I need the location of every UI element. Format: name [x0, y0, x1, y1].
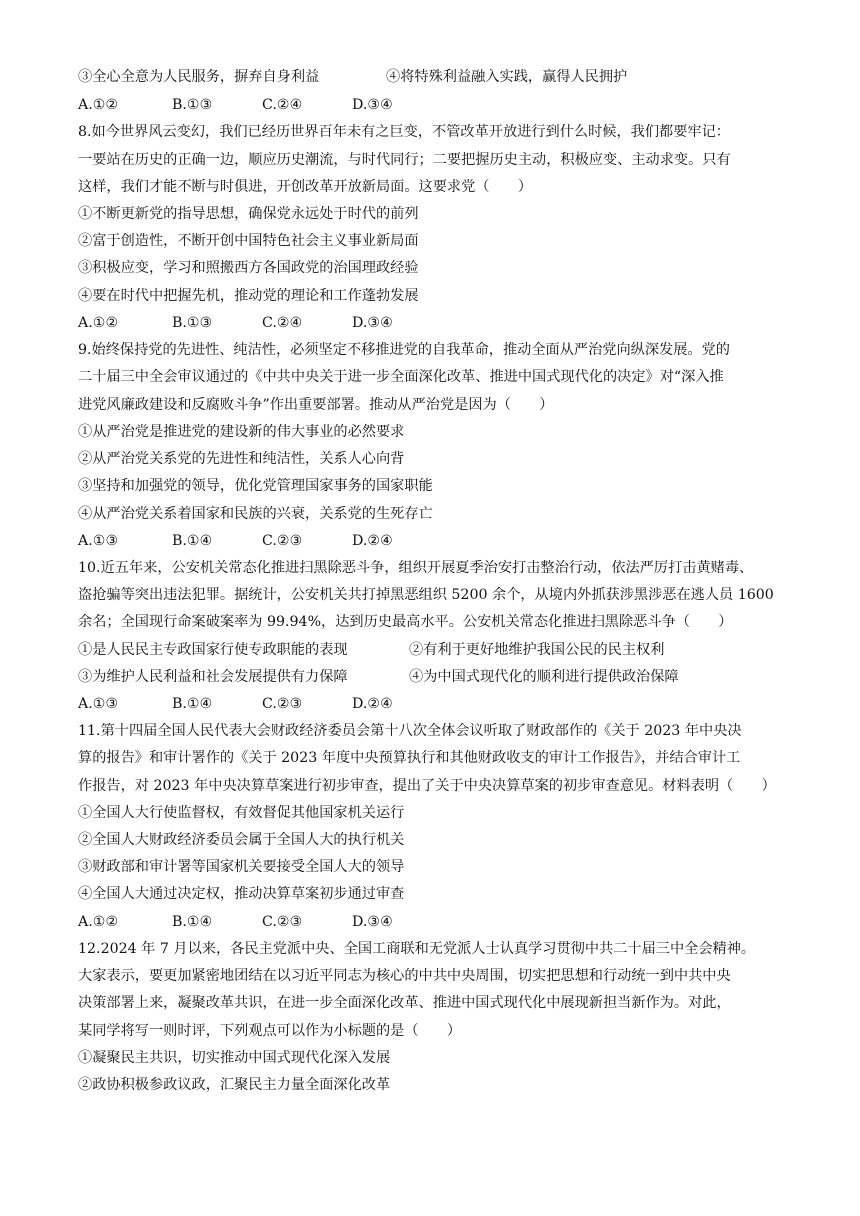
q8-item-1: ①不断更新党的指导思想，确保党永远处于时代的前列 — [78, 206, 419, 222]
q10-items-row-1 — [78, 640, 798, 660]
q11-item-2: ②全国人大财政经济委员会属于全国人大的执行机关 — [78, 832, 405, 848]
q10-item-2: ②有利于更好地维护我国公民的民主权利 — [409, 642, 665, 658]
option-a: A.①② — [78, 914, 119, 930]
option-d: D.②④ — [352, 533, 393, 549]
option-d: D.③④ — [352, 315, 393, 331]
q9-stem-line-1: 9.始终保持党的先进性、纯洁性，必须坚定不移推进党的自我革命，推动全面从严治党向纵深发展。党的 — [78, 342, 730, 358]
option-a: A.①② — [78, 97, 119, 113]
q9-item-1: ①从严治党是推进党的建设新的伟大事业的必然要求 — [78, 424, 405, 440]
option-c: C.②③ — [262, 696, 303, 712]
item-3: ③全心全意为人民服务，摒弃自身利益 — [78, 69, 320, 85]
option-d: D.③④ — [352, 97, 393, 113]
q10-stem-line-2: 盗抢骗等突出违法犯罪。据统计，公安机关共打掉黑恶组织 5200 余个，从境内外抓获涉黑涉恶在逃人员 1600 — [78, 587, 774, 603]
answer-options-q7 — [78, 95, 778, 115]
q11-item-4: ④全国人大通过决定权，推动决算草案初步通过审查 — [78, 886, 405, 902]
q10-stem-line-3: 余名；全国现行命案破案率为 99.94%，达到历史最高水平。公安机关常态化推进扫黑除恶斗争（ ） — [78, 614, 733, 630]
q12-stem-line-4: 某同学将写一则时评，下列观点可以作为小标题的是（ ） — [78, 1023, 462, 1039]
option-c: C.②③ — [262, 533, 303, 549]
q12-item-1: ①凝聚民主共识，切实推动中国式现代化深入发展 — [78, 1050, 391, 1066]
answer-options-q9 — [78, 531, 778, 551]
answer-options-q11 — [78, 912, 778, 932]
item-4: ④将特殊利益融入实践，赢得人民拥护 — [386, 69, 628, 85]
option-d: D.②④ — [352, 696, 393, 712]
option-b: B.①④ — [172, 914, 213, 930]
option-c: C.②④ — [262, 315, 303, 331]
option-b: B.①③ — [172, 315, 213, 331]
q12-stem-line-1: 12.2024 年 7 月以来，各民主党派中央、全国工商联和无党派人士认真学习贯彻中共二十届三中全会精神。 — [78, 941, 756, 957]
option-a: A.①② — [78, 315, 119, 331]
q8-item-4: ④要在时代中把握先机，推动党的理论和工作蓬勃发展 — [78, 288, 419, 304]
q11-item-3: ③财政部和审计署等国家机关要接受全国人大的领导 — [78, 859, 405, 875]
q10-stem-line-1: 10.近五年来，公安机关常态化推进扫黑除恶斗争，组织开展夏季治安打击整治行动，依法严厉打击黄赌毒、 — [78, 560, 754, 576]
q10-item-3: ③为维护人民利益和社会发展提供有力保障 — [78, 669, 348, 685]
q9-item-4: ④从严治党关系着国家和民族的兴衰，关系党的生死存亡 — [78, 506, 433, 522]
option-c: C.②④ — [262, 97, 303, 113]
q11-stem-line-3: 作报告，对 2023 年中央决算草案进行初步审查，提出了关于中央决算草案的初步审查意见。材料表明（ ） — [78, 778, 776, 794]
q9-stem-line-3: 进党风廉政建设和反腐败斗争”作出重要部署。推动从严治党是因为（ ） — [78, 397, 554, 413]
q8-stem-line-1: 8.如今世界风云变幻，我们已经历世界百年未有之巨变，不管改革开放进行到什么时候，我们都要牢记： — [78, 124, 730, 140]
answer-options-q10 — [78, 694, 778, 714]
option-a: A.①③ — [78, 696, 119, 712]
option-b: B.①③ — [172, 97, 213, 113]
q9-item-2: ②从严治党关系党的先进性和纯洁性，关系人心向背 — [78, 451, 405, 467]
option-b: B.①④ — [172, 533, 213, 549]
answer-options-q8 — [78, 313, 778, 333]
option-a: A.①③ — [78, 533, 119, 549]
q11-stem-line-1: 11.第十四届全国人民代表大会财政经济委员会第十八次全体会议听取了财政部作的《关于 2023 年中央决 — [78, 723, 742, 739]
q9-stem-line-2: 二十届三中全会审议通过的《中共中央关于进一步全面深化改革、推进中国式现代化的决定》对“深入推 — [78, 369, 724, 385]
q10-item-1: ①是人民民主专政国家行使专政职能的表现 — [78, 642, 348, 658]
option-d: D.③④ — [352, 914, 393, 930]
q10-items-row-2 — [78, 667, 798, 687]
q11-item-1: ①全国人大行使监督权，有效督促其他国家机关运行 — [78, 805, 405, 821]
option-c: C.②③ — [262, 914, 303, 930]
q12-stem-line-2: 大家表示，要更加紧密地团结在以习近平同志为核心的中共中央周围，切实把思想和行动统一到中共中央 — [78, 968, 731, 984]
q8-stem-line-3: 这样，我们才能不断与时俱进，开创改革开放新局面。这要求党（ ） — [78, 179, 533, 195]
q12-item-2: ②政协积极参政议政，汇聚民主力量全面深化改革 — [78, 1077, 391, 1093]
option-row-q7-items — [78, 67, 798, 87]
q11-stem-line-2: 算的报告》和审计署作的《关于 2023 年度中央预算执行和其他财政收支的审计工作报告》，并结合审计工 — [78, 750, 741, 766]
q8-item-3: ③积极应变，学习和照搬西方各国政党的治国理政经验 — [78, 260, 419, 276]
q12-stem-line-3: 决策部署上来，凝聚改革共识，在进一步全面深化改革、推进中国式现代化中展现新担当新作为。对此， — [78, 995, 731, 1011]
q8-stem-line-2: 一要站在历史的正确一边，顺应历史潮流，与时代同行；二要把握历史主动，积极应变、主动求变。只有 — [78, 152, 731, 168]
option-b: B.①④ — [172, 696, 213, 712]
q10-item-4: ④为中国式现代化的顺利进行提供政治保障 — [409, 669, 679, 685]
q8-item-2: ②富于创造性，不断开创中国特色社会主义事业新局面 — [78, 233, 419, 249]
q9-item-3: ③坚持和加强党的领导，优化党管理国家事务的国家职能 — [78, 478, 433, 494]
